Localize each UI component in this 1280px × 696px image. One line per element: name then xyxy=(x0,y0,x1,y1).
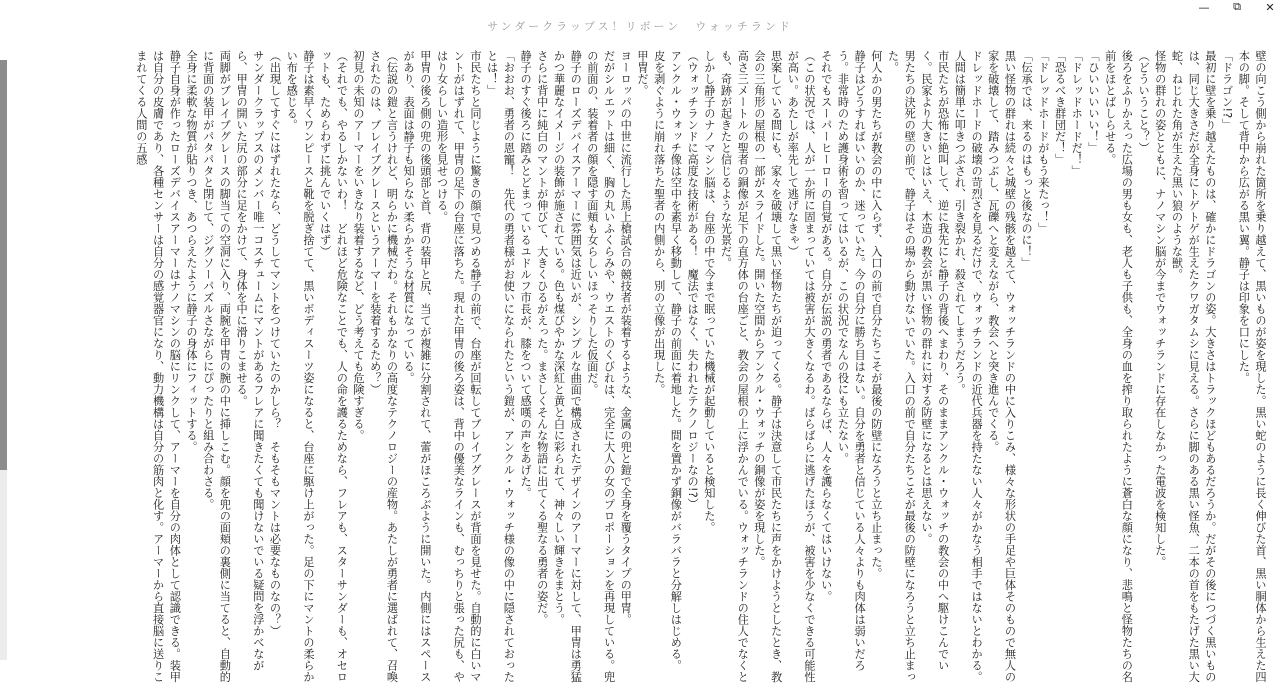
text-paragraph: 「ひいいいいい！」 xyxy=(1086,50,1100,154)
text-paragraph: 初見の未知のアーマーをいきなり装着するなど、どう考えても危険すぎる。 xyxy=(352,50,366,441)
text-paragraph: 市民たちが恐怖に絶叫して、逆に我先にと静子の背後へまわり、そのままアンクル・ウォッチの教会の中へ駆けこんでいく。民家より大きいとはいえ、木造の教会が黒い怪物の群れに対する防壁になるとは思えない。 xyxy=(919,50,950,671)
text-paragraph: 皮を剥ぐように崩れ落ちた聖者の内側から、別の立像が出現した。 xyxy=(652,50,666,395)
text-paragraph: 怪物の群れの姿とともに、ナノマシン脳が今までウォッチランドに存在しなかった電波を検知した。 xyxy=(1153,50,1167,568)
text-paragraph: ドレッドホードの破壊の苛烈さを見るだけで、ウォッチランドの近代兵器を持たない人々がかなう相手ではないとわかる。人間は簡単に叩きつぶされ、引き裂かれ、殺されてしまうだろう。 xyxy=(953,50,984,683)
text-paragraph: 静子のすぐ後ろに踏みとどまっているユドルフ市長が、膝をついて感嘆の声をあげた。 xyxy=(519,50,533,499)
text-paragraph: 「ドレッドホードだ！」 xyxy=(1070,50,1084,177)
text-paragraph: （この状況では、人が一か所に固まっていては被害が大きくなるわ。ばらばらに逃げたほうが、被害を少なくできる可能性が高い。あたしが率先して逃げなきゃ） xyxy=(786,50,817,683)
text-paragraph: 甲冑だ。 xyxy=(635,50,649,96)
close-button[interactable]: ✕ xyxy=(1265,0,1275,14)
text-paragraph: 男たちの決死の壁の前で、静子はその場から動けないでいた。入口の前で自分たちこそが最後の防壁になろうと立ち止まった。 xyxy=(886,50,917,683)
text-paragraph: 「ドレッドホードがもう来たっ！」 xyxy=(1036,50,1050,234)
text-paragraph: （伝説の鎧と言うけれど、明らかに機械だわ。それもかなりの高度なテクノロジーの産物。あたしが勇者に選ばれて、召喚されたのは、ブレイブグレースというアーマーを装着するため？） xyxy=(368,50,399,683)
text-paragraph: 最初に壁を乗り越えたものは、確かにドラゴンの姿。大きさはトラックほどもあるだろうか。だがその後につづく黒いものは、同じ大きさだが全身にトゲトゲが生えたクワガタムシに見える。さらに脚のある黒い怪魚、二本の首をもたげた黒い大蛇、ねじれた角が生えた黒い狼のような獣。 xyxy=(1170,50,1217,683)
text-paragraph: 静子自身が作ったローズデバイスアーマーはナノマシンの脳にリンクして、アーマーを自分の肉体として認識できる。装甲は自分の皮膚であり、各種センサーは自分の感覚器官になり、動力機構は自分の筋肉と化す。アーマーから直接脳に送りこまれてくる人間の五感 xyxy=(134,50,182,683)
text-paragraph: （ウォッチランドに高度な技術がある！ 魔法ではなく、失われたテクノロジーなの!?） xyxy=(686,50,700,510)
text-paragraph: 「ドラゴン!?」 xyxy=(1220,50,1234,131)
text-paragraph: 黒い怪物の群れは続々と城壁の残骸を越えて、ウォッチランドの中に入りこみ、様々な形状の手足や巨体そのもので無人の家を破壊して、踏みつぶし、瓦礫へと変えながら、教会へと突き進んでくる。 xyxy=(986,50,1017,683)
maximize-button[interactable]: ⧉ xyxy=(1233,0,1241,13)
text-paragraph: 思案している間にも、家々を破壊して黒い怪物たちが迫ってくる。静子は決意して市民たちに声をかけようとしたとき、教会の三角形の屋根の一部がスライドした。開いた空間からアンクル・ウォッチの銅像が姿を現した。 xyxy=(752,50,783,683)
text-paragraph: ヨーロッパの中世に流行した馬上槍試合の競技者が装着するような、金属の兜と鎧で全身を覆うタイプの甲冑。 xyxy=(619,50,633,625)
text-paragraph: 静子はどうすればいいのか、迷っていた。今の自分に勝ち目はない。自分を勇者と信じている人々よりも肉体は弱いだろう。非常時のため護身術を習ってはいるが、この状況でなんの役にも立たない。 xyxy=(836,50,867,671)
text-paragraph: 両脚がブレイブグレースの脚当ての空洞に入り、両腕を甲冑の腕の中に挿しこむ。顔を兜の面頬の裏側に当てると、自動的に背面の装甲がパタパタと閉じて、ジグソーパズルさながらにぴったりと組み合わさる。 xyxy=(201,50,232,683)
text-paragraph: だがシルエットは細く、胸の丸いふくらみや、ウエストのくびれは、完全に大人の女のプロポーションを再現している。兜の前面の、装着者の顔を隠す面頬も女らしいほっそりした仮面だ。 xyxy=(585,50,616,683)
text-paragraph: 何人かの男たちが教会の中に入らず、入口の前で自分たちこそが最後の防壁になろうと立ち止まった。 xyxy=(869,50,883,579)
minimize-button[interactable]: — xyxy=(1198,0,1210,14)
text-paragraph: 「伝承では、来るのはもっと後なのに！」 xyxy=(1020,50,1034,269)
text-paragraph: 後ろをふりかえった広場の男も女も、老人も子供も、全身の血を搾り取られたように蒼白な顔になり、悲鳴と怪物たちの名前をほとばしらせる。 xyxy=(1103,50,1134,683)
text-paragraph: 全身に柔軟な物質が貼りつき、あつらえたように静子の身体にフィットする。 xyxy=(185,50,198,453)
text-paragraph: （出現してすぐにはずれたなら、どうしてマントをつけていたのかしら？ そもそもマントは必要なものなの？） xyxy=(268,50,282,637)
reader-pane[interactable] xyxy=(6,50,1268,696)
window-titlebar xyxy=(0,0,1280,40)
text-paragraph: アンクル・ウォッチ像は空中を素早く移動して、静子の前面に着地した。間を置かず銅像がバラバラと分解しはじめる。 xyxy=(669,50,683,671)
text-paragraph: 「おおお、勇者の恩寵！ 先代の勇者様がお使いになられたという鎧が、アンクル・ウォッチ様の像の中に隠されておったとは！」 xyxy=(485,50,516,683)
text-paragraph: 静子は素早くワンピースと靴を脱ぎ捨てて、黒いボディスーツ姿になると、台座に駆け上がった。足の下にマントの柔らかい布を感じる。 xyxy=(285,50,315,683)
text-paragraph: 静子のローズデバイスアーマーに雰囲気は近いが、シンプルな曲面で構成されたデザインのアーマーに対して、甲冑は勇猛かつ華麗なイメージの装飾が施されている。色も煤びやかな深紅と黄と白に彩られて、神々しい輝きをまとう。 xyxy=(552,50,583,683)
text-paragraph: 市民たちと同じように驚きの顔で見つめる静子の前で、台座が回転してブレイブグレースが背面を見せた。自動的に白いマントがはずれて、甲冑の足下の台座に落ちた。現れた甲冑の後ろ姿は、背中の優美なラインも、むっちりと張った尻も、やはり女らしい造形を見せつける。 xyxy=(435,50,482,683)
text-paragraph: さらに背中に純白のマントが伸びて、大きくひるがえった。まさしくそんな物語に出てくる聖なる勇者の姿だ。 xyxy=(535,50,549,625)
text-paragraph: 高さ三メートルの聖者の銅像が足下の直方体の台座ごと、教会の屋根の上に浮かんでいる。ウォッチランドの住人でなくとも、奇跡が起きたと信じるような光景だ。 xyxy=(719,50,750,683)
text-paragraph: それでもスーパーヒーローの自覚がある。自分が伝説の勇者であるならば、人々を護らなくてはいけない。 xyxy=(819,50,833,602)
text-paragraph: （それでも、やるしかないわ！ どれほど危険なことでも、人の命を護るためなら、フレアも、スターサンダーも、オセロットも、ためらわずに挑んでいくはず） xyxy=(318,50,349,683)
text-paragraph: （どういうこと？） xyxy=(1137,50,1151,154)
vertical-text-body xyxy=(6,50,1268,686)
window-title: サンダークラップス！リボーン ウォッチランド xyxy=(487,20,793,33)
text-paragraph: しかし静子のナノマシン脳は、台座の中で今まで眠っていた機械が起動していると検知した。 xyxy=(702,50,716,533)
text-paragraph: 壁の向こう側から崩れた箇所を乗り越えて、黒いものが姿を現した。黒い蛇のように長く伸びた首、黒い胴体から生えた四本の脚。そして背中から広がる黒い翼。静子は印象を口にした。 xyxy=(1237,50,1267,683)
text-paragraph: 「恐るべき群団だ！」 xyxy=(1053,50,1067,165)
text-paragraph: 甲冑の後ろ側の兜の後頭部と首、背の装甲と尻、当てが複雑に分割されて、蕾がほころぶように開いた。内側にはスペースがあり、表面は静子も知らない柔らかそうな材質になっている。 xyxy=(402,50,432,683)
text-paragraph: サンダークラップスのメンバー唯一コスチュームにマントがあるフレアに聞きたくても聞けないでいる疑問を浮かべながら、甲冑の開いた尻の部分に足をかけて、身体を中に滑りこませる。 xyxy=(235,50,265,671)
